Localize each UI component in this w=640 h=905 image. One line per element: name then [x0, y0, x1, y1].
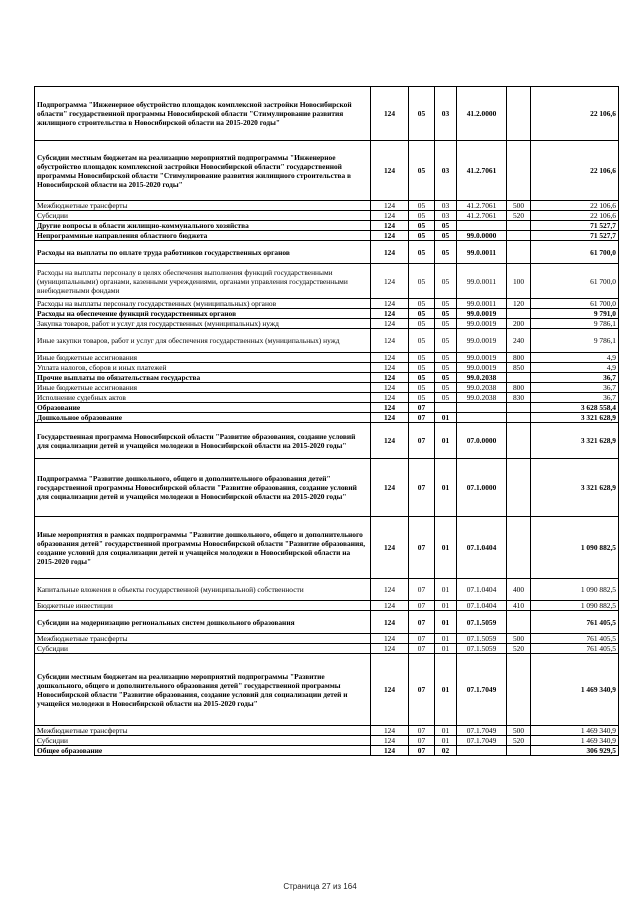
- row-amount: 61 700,0: [531, 299, 619, 309]
- row-subsection-code: 05: [435, 299, 457, 309]
- row-subsection-code: 01: [435, 423, 457, 459]
- row-expense-type: [507, 309, 531, 319]
- row-name: Иные мероприятия в рамках подпрограммы "Развитие дошкольного, общего и дополнительного образования детей" государственной программы Новосибирской области "Развитие образования, создание условий для социализации детей и учащейся молодежи в Новосибирской области на 2015-2020 годы": [35, 517, 371, 579]
- row-section-code: 05: [409, 231, 435, 241]
- row-expense-type: 120: [507, 299, 531, 309]
- row-section-code: 05: [409, 363, 435, 373]
- row-subsection-code: 05: [435, 373, 457, 383]
- row-amount: 1 469 340,9: [531, 736, 619, 746]
- row-target-article: 07.1.0404: [457, 579, 507, 601]
- row-ministry-code: 124: [371, 459, 409, 517]
- table-row: [35, 264, 619, 299]
- row-target-article: 41.2.7061: [457, 141, 507, 201]
- row-subsection-code: 01: [435, 736, 457, 746]
- row-subsection-code: [435, 403, 457, 413]
- row-subsection-code: 05: [435, 241, 457, 264]
- row-section-code: 05: [409, 373, 435, 383]
- row-ministry-code: 124: [371, 309, 409, 319]
- row-section-code: 07: [409, 736, 435, 746]
- row-amount: 36,7: [531, 373, 619, 383]
- row-expense-type: 240: [507, 329, 531, 353]
- row-ministry-code: 124: [371, 517, 409, 579]
- row-ministry-code: 124: [371, 403, 409, 413]
- row-amount: 1 090 882,5: [531, 579, 619, 601]
- row-section-code: 05: [409, 329, 435, 353]
- row-ministry-code: 124: [371, 413, 409, 423]
- row-ministry-code: 124: [371, 221, 409, 231]
- page-footer: Страница 27 из 164: [283, 882, 357, 891]
- row-section-code: 05: [409, 201, 435, 211]
- row-amount: 306 929,5: [531, 746, 619, 756]
- row-subsection-code: 05: [435, 329, 457, 353]
- row-amount: 3 628 558,4: [531, 403, 619, 413]
- row-amount: 761 405,5: [531, 644, 619, 654]
- row-expense-type: 500: [507, 726, 531, 736]
- table-row: [35, 459, 619, 517]
- row-ministry-code: 124: [371, 726, 409, 736]
- row-subsection-code: 05: [435, 383, 457, 393]
- row-section-code: 07: [409, 634, 435, 644]
- row-subsection-code: 01: [435, 654, 457, 726]
- row-ministry-code: 124: [371, 353, 409, 363]
- row-name: Иные закупки товаров, работ и услуг для обеспечения государственных (муниципальных) нужд: [35, 329, 371, 353]
- row-subsection-code: 05: [435, 264, 457, 299]
- row-name: Подпрограмма "Развитие дошкольного, общего и дополнительного образования детей" государственной программы Новосибирской области "Развитие образования, создание условий для социализации детей и учащейся молодежи в Новосибирской области на 2015-2020 годы": [35, 459, 371, 517]
- row-target-article: [457, 746, 507, 756]
- row-name: Уплата налогов, сборов и иных платежей: [35, 363, 371, 373]
- row-section-code: 05: [409, 353, 435, 363]
- row-name: Капитальные вложения в объекты государственной (муниципальной) собственности: [35, 579, 371, 601]
- row-target-article: [457, 413, 507, 423]
- row-amount: 22 106,6: [531, 141, 619, 201]
- row-amount: 3 321 628,9: [531, 423, 619, 459]
- row-ministry-code: 124: [371, 264, 409, 299]
- budget-table-body: [35, 87, 619, 756]
- row-target-article: 99.0.0019: [457, 319, 507, 329]
- row-name: Субсидии местным бюджетам на реализацию мероприятий подпрограммы "Инженерное обустройство площадок комплексной застройки Новосибирской области" государственной программы Новосибирской области "Стимулирование развития жилищного строительства в Новосибирской области на 2015-2020 годы": [35, 141, 371, 201]
- row-subsection-code: 03: [435, 87, 457, 141]
- row-amount: 761 405,5: [531, 611, 619, 634]
- row-section-code: 07: [409, 413, 435, 423]
- row-ministry-code: 124: [371, 141, 409, 201]
- row-target-article: 07.1.5059: [457, 644, 507, 654]
- row-name: Межбюджетные трансферты: [35, 726, 371, 736]
- row-name: Прочие выплаты по обязательствам государства: [35, 373, 371, 383]
- row-expense-type: 850: [507, 363, 531, 373]
- row-ministry-code: 124: [371, 634, 409, 644]
- row-section-code: 05: [409, 319, 435, 329]
- row-amount: 61 700,0: [531, 264, 619, 299]
- table-row: [35, 634, 619, 644]
- table-row: [35, 319, 619, 329]
- row-subsection-code: 05: [435, 319, 457, 329]
- row-name: Общее образование: [35, 746, 371, 756]
- row-expense-type: [507, 611, 531, 634]
- row-name: Государственная программа Новосибирской области "Развитие образования, создание условий для социализации детей и учащейся молодежи в Новосибирской области на 2015-2020 годы": [35, 423, 371, 459]
- table-row: [35, 579, 619, 601]
- row-expense-type: [507, 373, 531, 383]
- table-row: [35, 611, 619, 634]
- row-ministry-code: 124: [371, 644, 409, 654]
- row-amount: 36,7: [531, 383, 619, 393]
- row-name: Расходы на выплаты по оплате труда работников государственных органов: [35, 241, 371, 264]
- row-expense-type: [507, 517, 531, 579]
- row-name: Непрограммные направления областного бюджета: [35, 231, 371, 241]
- row-target-article: 07.1.0000: [457, 459, 507, 517]
- row-amount: 9 786,1: [531, 329, 619, 353]
- row-target-article: 07.1.5059: [457, 634, 507, 644]
- table-row: [35, 241, 619, 264]
- row-amount: 9 786,1: [531, 319, 619, 329]
- table-row: [35, 746, 619, 756]
- row-name: Субсидии на модернизацию региональных систем дошкольного образования: [35, 611, 371, 634]
- row-name: Межбюджетные трансферты: [35, 634, 371, 644]
- row-target-article: 41.2.7061: [457, 201, 507, 211]
- row-amount: 4,9: [531, 363, 619, 373]
- row-target-article: 99.0.0019: [457, 329, 507, 353]
- table-row: [35, 413, 619, 423]
- row-name: Субсидии: [35, 736, 371, 746]
- row-section-code: 05: [409, 264, 435, 299]
- row-expense-type: 520: [507, 644, 531, 654]
- row-subsection-code: 01: [435, 459, 457, 517]
- row-target-article: 07.1.7049: [457, 736, 507, 746]
- row-ministry-code: 124: [371, 579, 409, 601]
- row-section-code: 07: [409, 654, 435, 726]
- row-section-code: 07: [409, 611, 435, 634]
- table-row: [35, 654, 619, 726]
- row-ministry-code: 124: [371, 423, 409, 459]
- row-section-code: 05: [409, 211, 435, 221]
- table-row: [35, 601, 619, 611]
- row-amount: 1 469 340,9: [531, 654, 619, 726]
- row-amount: 71 527,7: [531, 221, 619, 231]
- row-expense-type: [507, 141, 531, 201]
- row-section-code: 07: [409, 579, 435, 601]
- row-expense-type: 830: [507, 393, 531, 403]
- table-row: [35, 736, 619, 746]
- table-row: [35, 299, 619, 309]
- row-section-code: 07: [409, 726, 435, 736]
- row-section-code: 07: [409, 423, 435, 459]
- row-expense-type: [507, 87, 531, 141]
- row-name: Дошкольное образование: [35, 413, 371, 423]
- row-section-code: 05: [409, 309, 435, 319]
- row-section-code: 05: [409, 141, 435, 201]
- row-expense-type: 800: [507, 353, 531, 363]
- row-amount: 36,7: [531, 393, 619, 403]
- row-subsection-code: 01: [435, 413, 457, 423]
- row-name: Подпрограмма "Инженерное обустройство площадок комплексной застройки Новосибирской области" государственной программы Новосибирской области "Стимулирование развития жилищного строительства в Новосибирской области на 2015-2020 годы": [35, 87, 371, 141]
- row-expense-type: 520: [507, 211, 531, 221]
- row-name: Иные бюджетные ассигнования: [35, 383, 371, 393]
- row-target-article: 99.0.2038: [457, 373, 507, 383]
- row-name: Расходы на выплаты персоналу в целях обеспечения выполнения функций государственными (муниципальными) органами, казенными учреждениями, органами управления государственными внебюджетными фондами: [35, 264, 371, 299]
- row-amount: 22 106,6: [531, 211, 619, 221]
- row-section-code: 05: [409, 221, 435, 231]
- row-ministry-code: 124: [371, 87, 409, 141]
- row-expense-type: [507, 413, 531, 423]
- row-ministry-code: 124: [371, 746, 409, 756]
- row-target-article: 99.0.0019: [457, 363, 507, 373]
- table-row: [35, 393, 619, 403]
- row-subsection-code: 03: [435, 201, 457, 211]
- row-name: Другие вопросы в области жилищно-коммунального хозяйства: [35, 221, 371, 231]
- row-section-code: 05: [409, 87, 435, 141]
- row-subsection-code: 05: [435, 221, 457, 231]
- row-target-article: 07.1.7049: [457, 654, 507, 726]
- row-name: Межбюджетные трансферты: [35, 201, 371, 211]
- row-name: Субсидии местным бюджетам на реализацию мероприятий подпрограммы "Развитие дошкольного, общего и дополнительного образования детей" государственной программы Новосибирской области "Развитие образования, создание условий для социализации детей и учащейся молодежи в Новосибирской области на 2015-2020 годы": [35, 654, 371, 726]
- table-row: [35, 201, 619, 211]
- row-target-article: 07.1.5059: [457, 611, 507, 634]
- row-target-article: 99.0.0011: [457, 241, 507, 264]
- row-subsection-code: 03: [435, 211, 457, 221]
- table-row: [35, 644, 619, 654]
- row-ministry-code: 124: [371, 373, 409, 383]
- row-subsection-code: 05: [435, 231, 457, 241]
- row-target-article: [457, 221, 507, 231]
- row-target-article: 07.1.7049: [457, 726, 507, 736]
- row-expense-type: [507, 459, 531, 517]
- row-section-code: 07: [409, 403, 435, 413]
- table-row: [35, 221, 619, 231]
- row-subsection-code: 05: [435, 353, 457, 363]
- row-name: Субсидии: [35, 644, 371, 654]
- table-row: [35, 87, 619, 141]
- table-row: [35, 517, 619, 579]
- row-section-code: 05: [409, 383, 435, 393]
- table-row: [35, 363, 619, 373]
- row-subsection-code: 05: [435, 363, 457, 373]
- row-expense-type: 200: [507, 319, 531, 329]
- row-amount: 9 791,0: [531, 309, 619, 319]
- row-subsection-code: 05: [435, 393, 457, 403]
- row-section-code: 07: [409, 644, 435, 654]
- row-subsection-code: 03: [435, 141, 457, 201]
- row-expense-type: [507, 241, 531, 264]
- row-amount: 761 405,5: [531, 634, 619, 644]
- row-expense-type: 410: [507, 601, 531, 611]
- row-target-article: 99.0.0019: [457, 353, 507, 363]
- row-amount: 71 527,7: [531, 231, 619, 241]
- table-row: [35, 211, 619, 221]
- budget-table: [34, 86, 619, 756]
- row-ministry-code: 124: [371, 736, 409, 746]
- row-amount: 22 106,6: [531, 201, 619, 211]
- row-subsection-code: 01: [435, 611, 457, 634]
- row-expense-type: [507, 221, 531, 231]
- row-expense-type: [507, 423, 531, 459]
- row-expense-type: 500: [507, 201, 531, 211]
- row-section-code: 07: [409, 517, 435, 579]
- row-ministry-code: 124: [371, 211, 409, 221]
- row-target-article: [457, 403, 507, 413]
- row-expense-type: [507, 403, 531, 413]
- row-target-article: 07.1.0404: [457, 517, 507, 579]
- row-name: Расходы на выплаты персоналу государственных (муниципальных) органов: [35, 299, 371, 309]
- row-amount: 1 469 340,9: [531, 726, 619, 736]
- table-row: [35, 373, 619, 383]
- table-row: [35, 403, 619, 413]
- row-ministry-code: 124: [371, 383, 409, 393]
- row-subsection-code: 01: [435, 517, 457, 579]
- row-subsection-code: 01: [435, 601, 457, 611]
- table-row: [35, 309, 619, 319]
- row-expense-type: 520: [507, 736, 531, 746]
- row-target-article: 41.2.0000: [457, 87, 507, 141]
- row-ministry-code: 124: [371, 241, 409, 264]
- row-section-code: 07: [409, 601, 435, 611]
- table-row: [35, 141, 619, 201]
- row-subsection-code: 01: [435, 579, 457, 601]
- row-name: Образование: [35, 403, 371, 413]
- row-ministry-code: 124: [371, 231, 409, 241]
- row-section-code: 07: [409, 746, 435, 756]
- row-name: Расходы на обеспечение функций государственных органов: [35, 309, 371, 319]
- row-expense-type: 500: [507, 634, 531, 644]
- row-target-article: 07.0.0000: [457, 423, 507, 459]
- row-target-article: 99.0.0000: [457, 231, 507, 241]
- row-target-article: 99.0.0011: [457, 299, 507, 309]
- row-section-code: 05: [409, 241, 435, 264]
- row-amount: 3 321 628,9: [531, 459, 619, 517]
- row-ministry-code: 124: [371, 299, 409, 309]
- row-target-article: 99.0.0011: [457, 264, 507, 299]
- row-subsection-code: 01: [435, 644, 457, 654]
- row-target-article: 99.0.2038: [457, 393, 507, 403]
- row-target-article: 41.2.7061: [457, 211, 507, 221]
- row-amount: 4,9: [531, 353, 619, 363]
- row-amount: 1 090 882,5: [531, 517, 619, 579]
- row-ministry-code: 124: [371, 201, 409, 211]
- table-row: [35, 329, 619, 353]
- row-subsection-code: 05: [435, 309, 457, 319]
- row-ministry-code: 124: [371, 319, 409, 329]
- row-ministry-code: 124: [371, 611, 409, 634]
- row-amount: 22 106,6: [531, 87, 619, 141]
- row-subsection-code: 01: [435, 726, 457, 736]
- row-ministry-code: 124: [371, 329, 409, 353]
- row-section-code: 07: [409, 459, 435, 517]
- row-expense-type: 400: [507, 579, 531, 601]
- table-row: [35, 383, 619, 393]
- table-row: [35, 423, 619, 459]
- row-expense-type: 100: [507, 264, 531, 299]
- row-name: Закупка товаров, работ и услуг для государственных (муниципальных) нужд: [35, 319, 371, 329]
- row-ministry-code: 124: [371, 654, 409, 726]
- row-section-code: 05: [409, 299, 435, 309]
- row-amount: 3 321 628,9: [531, 413, 619, 423]
- row-section-code: 05: [409, 393, 435, 403]
- row-name: Исполнение судебных актов: [35, 393, 371, 403]
- row-ministry-code: 124: [371, 363, 409, 373]
- row-ministry-code: 124: [371, 601, 409, 611]
- row-name: Субсидии: [35, 211, 371, 221]
- row-subsection-code: 02: [435, 746, 457, 756]
- row-expense-type: [507, 654, 531, 726]
- row-subsection-code: 01: [435, 634, 457, 644]
- row-amount: 1 090 882,5: [531, 601, 619, 611]
- row-expense-type: 800: [507, 383, 531, 393]
- table-row: [35, 726, 619, 736]
- row-expense-type: [507, 746, 531, 756]
- table-row: [35, 231, 619, 241]
- row-target-article: 07.1.0404: [457, 601, 507, 611]
- row-amount: 61 700,0: [531, 241, 619, 264]
- table-row: [35, 353, 619, 363]
- row-expense-type: [507, 231, 531, 241]
- row-name: Бюджетные инвестиции: [35, 601, 371, 611]
- row-target-article: 99.0.0019: [457, 309, 507, 319]
- row-name: Иные бюджетные ассигнования: [35, 353, 371, 363]
- row-target-article: 99.0.2038: [457, 383, 507, 393]
- row-ministry-code: 124: [371, 393, 409, 403]
